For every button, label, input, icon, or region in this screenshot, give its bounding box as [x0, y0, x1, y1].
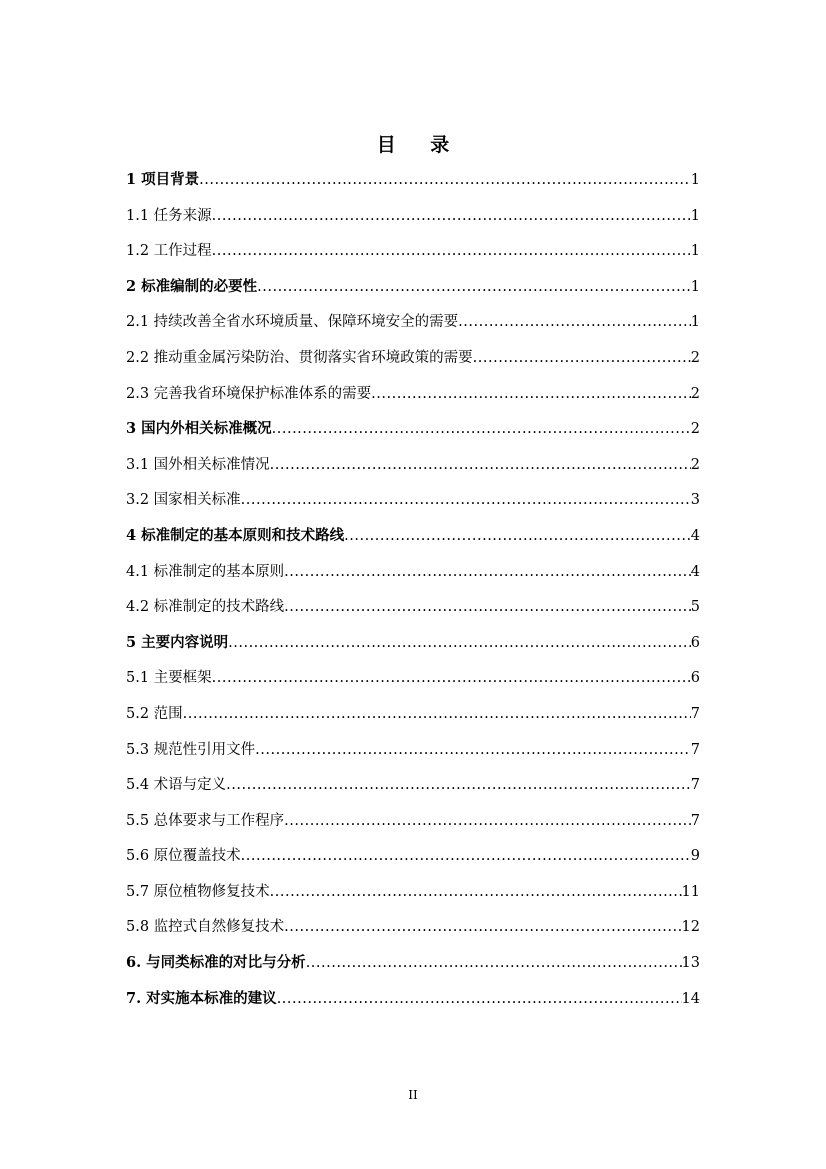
toc-entry-label: 2 标准编制的必要性 — [126, 277, 258, 295]
toc-entry-page: 1 — [690, 278, 700, 295]
toc-entry-page: 1 — [690, 172, 700, 188]
toc-entry-page: 6 — [690, 634, 700, 651]
toc-entry-label: 7. 对实施本标准的建议 — [126, 989, 277, 1007]
toc-entry-label: 5.2 范围 — [126, 705, 183, 722]
toc-entry[interactable] — [126, 951, 700, 987]
toc-leader-dots — [228, 635, 691, 651]
toc-entry-label: 5.1 主要框架 — [126, 670, 212, 687]
toc-entry[interactable] — [126, 773, 700, 809]
toc-entry[interactable] — [126, 204, 700, 240]
toc-entry[interactable] — [126, 666, 700, 702]
toc-entry-page: 1 — [690, 207, 700, 224]
toc-entry[interactable] — [126, 346, 700, 382]
toc-entry[interactable] — [126, 809, 700, 845]
toc-entry-label: 1.1 任务来源 — [126, 207, 212, 224]
toc-entry[interactable] — [126, 915, 700, 951]
toc-entry-page: 5 — [690, 599, 700, 616]
toc-entry-page: 14 — [681, 990, 700, 1007]
table-of-contents — [126, 168, 700, 1022]
toc-leader-dots — [306, 955, 682, 971]
toc-entry-page: 7 — [690, 741, 700, 758]
toc-leader-dots — [284, 564, 691, 580]
toc-leader-dots — [272, 421, 691, 437]
toc-entry-page: 11 — [681, 883, 700, 900]
toc-leader-dots — [277, 991, 682, 1007]
toc-leader-dots — [284, 599, 691, 615]
toc-entry-label: 5.3 规范性引用文件 — [126, 741, 256, 758]
toc-entry-label: 3.2 国家相关标准 — [126, 492, 241, 509]
toc-entry-label: 5 主要内容说明 — [126, 633, 229, 651]
toc-leader-dots — [284, 813, 691, 829]
toc-entry-label: 4.2 标准制定的技术路线 — [126, 599, 285, 616]
toc-entry-label: 2.3 完善我省环境保护标准体系的需要 — [126, 385, 372, 402]
toc-entry[interactable] — [126, 310, 700, 346]
toc-entry-label: 5.6 原位覆盖技术 — [126, 848, 241, 865]
toc-entry-page: 2 — [690, 456, 700, 473]
toc-entry-page: 2 — [690, 385, 700, 402]
toc-leader-dots — [212, 208, 691, 224]
toc-leader-dots — [241, 492, 691, 508]
toc-leader-dots — [199, 172, 691, 188]
toc-entry-label: 5.5 总体要求与工作程序 — [126, 812, 285, 829]
toc-leader-dots — [270, 884, 682, 900]
toc-leader-dots — [212, 243, 691, 259]
toc-entry-label: 1 项目背景 — [126, 171, 200, 188]
toc-entry-label: 4.1 标准制定的基本原则 — [126, 563, 285, 580]
toc-entry-page: 4 — [690, 527, 700, 544]
toc-leader-dots — [458, 314, 691, 330]
toc-leader-dots — [183, 706, 691, 722]
toc-entry-page: 7 — [690, 705, 700, 722]
toc-leader-dots — [344, 528, 691, 544]
toc-leader-dots — [257, 279, 691, 295]
toc-entry-label: 4 标准制定的基本原则和技术路线 — [126, 526, 345, 544]
toc-entry[interactable] — [126, 987, 700, 1023]
toc-entry[interactable] — [126, 595, 700, 631]
toc-entry[interactable] — [126, 560, 700, 596]
toc-entry[interactable] — [126, 524, 700, 560]
toc-title: 目 录 — [376, 134, 464, 156]
toc-entry-page: 7 — [690, 812, 700, 829]
toc-entry-label: 5.8 监控式自然修复技术 — [126, 919, 285, 936]
toc-entry-label: 6. 与同类标准的对比与分析 — [126, 954, 306, 972]
toc-leader-dots — [226, 777, 691, 793]
toc-leader-dots — [212, 670, 691, 686]
toc-entry-label: 2.1 持续改善全省水环境质量、保障环境安全的需要 — [126, 314, 459, 331]
toc-entry-label: 1.2 工作过程 — [126, 243, 212, 260]
toc-entry-label: 5.4 术语与定义 — [126, 777, 227, 794]
toc-leader-dots — [255, 742, 691, 758]
toc-entry-page: 4 — [690, 563, 700, 580]
toc-entry-page: 9 — [690, 848, 700, 865]
toc-entry[interactable] — [126, 738, 700, 774]
toc-entry-label: 3.1 国外相关标准情况 — [126, 456, 270, 473]
toc-entry[interactable] — [126, 453, 700, 489]
toc-entry[interactable] — [126, 275, 700, 311]
toc-entry[interactable] — [126, 382, 700, 418]
toc-leader-dots — [284, 919, 681, 935]
toc-entry[interactable] — [126, 168, 700, 204]
toc-entry[interactable] — [126, 631, 700, 667]
toc-entry[interactable] — [126, 702, 700, 738]
toc-entry-page: 6 — [690, 670, 700, 687]
toc-entry[interactable] — [126, 239, 700, 275]
toc-entry-page: 3 — [690, 492, 700, 509]
toc-entry-label: 3 国内外相关标准概况 — [126, 420, 272, 438]
toc-leader-dots — [473, 350, 691, 366]
toc-leader-dots — [371, 386, 691, 402]
toc-entry[interactable] — [126, 488, 700, 524]
toc-entry-page: 2 — [690, 349, 700, 366]
toc-entry[interactable] — [126, 417, 700, 453]
page-number-footer: II — [408, 1088, 418, 1102]
toc-entry[interactable] — [126, 880, 700, 916]
toc-leader-dots — [270, 457, 691, 473]
toc-entry[interactable] — [126, 844, 700, 880]
toc-entry-page: 12 — [681, 919, 700, 936]
toc-entry-page: 2 — [690, 421, 700, 438]
toc-entry-page: 1 — [690, 243, 700, 260]
toc-entry-label: 5.7 原位植物修复技术 — [126, 883, 270, 900]
toc-entry-page: 13 — [681, 955, 700, 972]
toc-leader-dots — [241, 848, 691, 864]
toc-entry-label: 2.2 推动重金属污染防治、贯彻落实省环境政策的需要 — [126, 349, 473, 366]
toc-entry-page: 7 — [690, 777, 700, 794]
toc-entry-page: 1 — [690, 314, 700, 331]
